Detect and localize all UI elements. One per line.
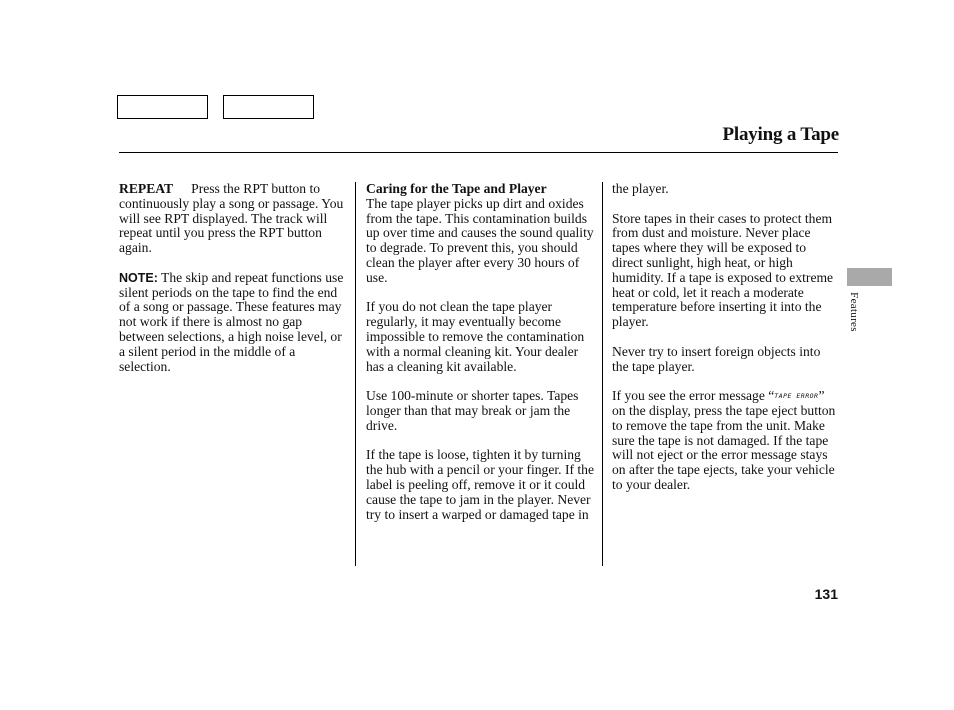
error-text-end: ” on the display, press the tape eject button to remove the tape from the unit. Make sure the tape is not damaged. If the tape will not eject or the error message stays on after the tape ejects, take your vehicle to your dealer. [612,388,836,492]
care-paragraph-1: The tape player picks up dirt and oxides from the tape. This contamination builds up over time and causes the sound quality to degrade. To prevent this, you should clean the player after every 30 hours of use. [366,195,594,285]
note-text: The skip and repeat functions use silent periods on the tape to find the end of a song or passage. These features may not work if there is almost no gap between selections, a high noise level, or a silent period in the middle of a selection. [119,269,344,374]
storage-paragraph-1: Store tapes in their cases to protect them from dust and moisture. Never place tapes where they will be exposed to direct sunlight, high heat, or high humidity. If a tape is exposed to extreme heat or cold, let it reach a moderate temperature before inserting it into the player. [612,210,834,330]
section-tab-label: Features [848,292,860,332]
note-paragraph [119,271,345,375]
repeat-heading: REPEAT [119,181,174,196]
column-repeat [119,182,345,389]
care-heading: Caring for the Tape and Player [366,181,547,196]
repeat-text: Press the RPT button to continuously play a song or passage. You will see RPT displayed. The track will repeat until you press the RPT button again. [119,181,344,256]
repeat-paragraph [119,182,345,256]
error-paragraph [612,389,840,493]
nav-button-previous[interactable] [117,95,208,119]
error-text-start: If you see the error message “ [612,388,775,404]
storage-paragraph-2: Never try to insert foreign objects into the tape player. [612,343,821,374]
storage-paragraph-0: the player. [612,181,669,196]
column-storage [612,182,840,508]
column-divider-1 [355,182,356,566]
tape-error-display-text: TAPE ERROR [774,392,819,401]
care-paragraph-3: Use 100-minute or shorter tapes. Tapes longer than that may break or jam the drive. [366,388,579,433]
care-paragraph-2: If you do not clean the tape player regularly, it may eventually become impossible to remove the contamination with a normal cleaning kit. Your dealer has a cleaning kit available. [366,299,585,374]
care-paragraph-4: If the tape is loose, tighten it by turning the hub with a pencil or your finger. If the label is peeling off, remove it or it could cause the tape to jam in the player. Never try to insert a warped or damaged tape in [366,447,595,522]
column-care [366,182,596,537]
note-label: NOTE: [119,270,158,285]
column-divider-2 [602,182,603,566]
nav-button-next[interactable] [223,95,314,119]
title-divider [119,152,838,153]
page-title: Playing a Tape [722,124,839,145]
page-number: 131 [814,586,838,602]
